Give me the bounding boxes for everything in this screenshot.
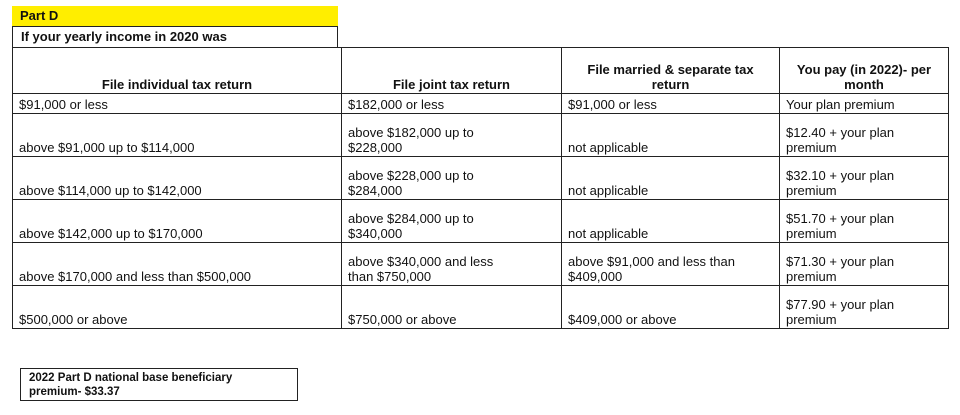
cell-line: than $750,000: [348, 269, 432, 284]
you-pay-cell: [780, 243, 949, 286]
married-separate-cell: [562, 243, 780, 286]
income-intro-label: If your yearly income in 2020 was: [12, 27, 338, 48]
header-line: File individual tax return: [101, 77, 253, 92]
cell-line: $409,000: [568, 269, 623, 284]
you-pay-cell: [780, 94, 949, 114]
cell-line: above $228,000 up to: [348, 168, 474, 183]
cell-line: $228,000: [348, 140, 403, 155]
cell-line: $32.10 + your plan: [786, 168, 895, 183]
individual-cell: [13, 200, 342, 243]
cell-line: premium: [786, 183, 837, 198]
cell-line: $409,000 or above: [568, 312, 677, 327]
cell-line: above $142,000 up to $170,000: [19, 226, 203, 241]
you-pay-cell: [780, 114, 949, 157]
header-line: File joint tax return: [392, 77, 510, 92]
married-separate-cell: [562, 157, 780, 200]
cell-line: Your plan premium: [786, 97, 895, 112]
individual-cell: [13, 157, 342, 200]
header-line: You pay (in 2022)- per: [796, 62, 932, 77]
header-line: month: [844, 77, 884, 92]
header-joint: [342, 48, 562, 94]
cell-line: not applicable: [568, 183, 649, 198]
joint-cell: [342, 200, 562, 243]
header-line: File married & separate tax: [587, 62, 754, 77]
cell-line: not applicable: [568, 226, 649, 241]
cell-line: $750,000 or above: [348, 312, 457, 327]
table-row: [13, 200, 949, 243]
individual-cell: [13, 114, 342, 157]
cell-line: not applicable: [568, 140, 649, 155]
cell-line: $77.90 + your plan: [786, 297, 895, 312]
joint-cell: [342, 114, 562, 157]
married-separate-cell: [562, 200, 780, 243]
cell-line: $500,000 or above: [19, 312, 128, 327]
cell-line: $51.70 + your plan: [786, 211, 895, 226]
premium-table: [12, 47, 949, 329]
individual-cell: [13, 94, 342, 114]
cell-line: premium: [786, 269, 837, 284]
joint-cell: [342, 157, 562, 200]
you-pay-cell: [780, 286, 949, 329]
cell-line: premium: [786, 226, 837, 241]
header-individual: [13, 48, 342, 94]
cell-line: $12.40 + your plan: [786, 125, 895, 140]
cell-line: $91,000 or less: [568, 97, 657, 112]
cell-line: $71.30 + your plan: [786, 254, 895, 269]
part-d-title: Part D: [12, 6, 338, 27]
cell-line: above $114,000 up to $142,000: [19, 183, 202, 198]
cell-line: $91,000 or less: [19, 97, 108, 112]
you-pay-cell: [780, 200, 949, 243]
cell-line: premium: [786, 312, 837, 327]
cell-line: $182,000 or less: [348, 97, 445, 112]
table-row: [13, 157, 949, 200]
cell-line: $284,000: [348, 183, 403, 198]
joint-cell: [342, 286, 562, 329]
header-you-pay: [780, 48, 949, 94]
table-row: [13, 114, 949, 157]
header-row: [13, 48, 949, 94]
table-row: [13, 286, 949, 329]
cell-line: above $91,000 up to $114,000: [19, 140, 195, 155]
header-line: return: [651, 77, 690, 92]
header-married-separate: [562, 48, 780, 94]
cell-line: premium: [786, 140, 837, 155]
cell-line: $340,000: [348, 226, 403, 241]
you-pay-cell: [780, 157, 949, 200]
cell-line: above $284,000 up to: [348, 211, 474, 226]
individual-cell: [13, 286, 342, 329]
note-line: 2022 Part D national base beneficiary: [29, 372, 233, 384]
married-separate-cell: [562, 94, 780, 114]
base-premium-note: [20, 368, 298, 401]
cell-line: above $182,000 up to: [348, 125, 474, 140]
table-row: [13, 243, 949, 286]
cell-line: above $91,000 and less than: [568, 254, 735, 269]
joint-cell: [342, 243, 562, 286]
married-separate-cell: [562, 114, 780, 157]
cell-line: above $340,000 and less: [348, 254, 494, 269]
cell-line: above $170,000 and less than $500,000: [19, 269, 252, 284]
table-row: [13, 94, 949, 114]
note-line: premium- $33.37: [29, 386, 120, 398]
married-separate-cell: [562, 286, 780, 329]
individual-cell: [13, 243, 342, 286]
joint-cell: [342, 94, 562, 114]
